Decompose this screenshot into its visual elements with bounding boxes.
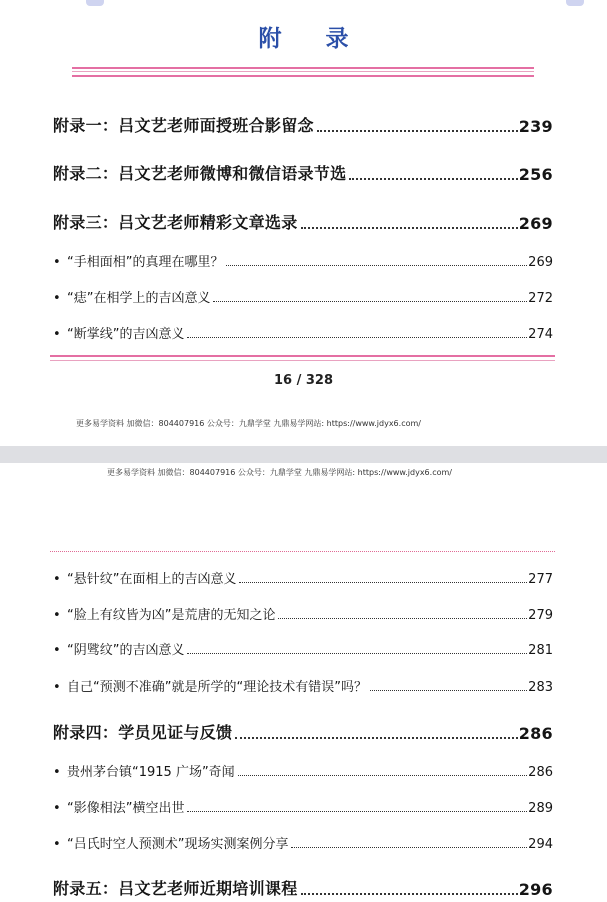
page-footer: 更多易学资料 加微信：804407916 公众号：九鼎学堂 九鼎易学网站: https://www.jdyx6.com/ [76,419,421,428]
toc-entry-text: “影像相法”横空出世 [67,801,185,816]
title-divider [72,71,534,72]
bullet-icon: • [53,765,61,780]
toc-entry-text: 附录三：吕文艺老师精彩文章选录 [53,213,298,232]
page-title: 附 录 [258,26,367,52]
toc-leader-dots [239,582,527,583]
toc-leader-dots [235,737,517,739]
toc-page-number: 277 [528,572,553,587]
document-page-2 [0,463,607,902]
toc-leader-dots [238,775,527,776]
toc-entry-appendix-5[interactable] [53,876,553,899]
toc-subentry[interactable] [53,323,553,342]
bullet-icon: • [53,327,61,342]
toc-page-number: 269 [518,214,553,233]
toc-entry-text: 附录二：吕文艺老师微博和微信语录节选 [53,164,347,183]
toc-page-number: 289 [528,801,553,816]
toc-page-number: 256 [518,165,553,184]
document-page-1 [0,0,607,446]
toc-entry-text: “脸上有纹皆为凶”是荒唐的无知之论 [67,608,276,623]
toc-entry-text: 附录五：吕文艺老师近期培训课程 [53,879,298,898]
toc-page-number: 274 [528,327,553,342]
toc-entry-text: 附录四：学员见证与反馈 [53,723,233,742]
bullet-icon: • [53,255,61,270]
page-number: 16 / 328 [273,373,334,388]
toc-entry-appendix-4[interactable] [53,720,553,743]
toc-subentry[interactable] [53,287,553,306]
toc-page-number: 286 [518,724,553,743]
bullet-icon: • [53,837,61,852]
toc-page-number: 279 [528,608,553,623]
page-header: 更多易学资料 加微信：804407916 公众号：九鼎学堂 九鼎易学网站: https://www.jdyx6.com/ [107,468,452,477]
toc-leader-dots [291,847,527,848]
toc-subentry[interactable] [53,639,553,658]
toc-subentry[interactable] [53,833,553,852]
toc-page-number: 294 [528,837,553,852]
bullet-icon: • [53,608,61,623]
toc-entry-appendix-2[interactable] [53,161,553,184]
toc-page-number: 283 [528,680,553,695]
toc-subentry[interactable] [53,761,553,780]
bullet-icon: • [53,643,61,658]
toc-entry-text: 自己“预测不准确”就是所学的“理论技术有错误”吗？ [67,680,367,695]
title-divider [72,75,534,77]
toc-subentry[interactable] [53,797,553,816]
toc-leader-dots [187,337,527,338]
toc-entry-text: “阴骘纹”的吉凶意义 [67,643,185,658]
toc-entry-appendix-1[interactable] [53,113,553,136]
top-divider [50,551,555,552]
toc-leader-dots [301,893,518,895]
toc-entry-text: “痣”在相学上的吉凶意义 [67,291,211,306]
toc-leader-dots [213,301,527,302]
toc-subentry[interactable] [53,676,553,695]
toc-page-number: 239 [518,117,553,136]
toc-entry-text: “断掌线”的吉凶意义 [67,327,185,342]
bottom-divider [50,355,555,357]
toc-entry-text: 贵州茅台镇“1915 广场”奇闻 [67,765,235,780]
toc-leader-dots [278,618,527,619]
toc-subentry[interactable] [53,251,553,270]
bullet-icon: • [53,291,61,306]
toc-entry-text: “手相面相”的真理在哪里？ [67,255,224,270]
toc-entry-appendix-3[interactable] [53,210,553,233]
page-corner-mark [86,0,104,6]
toc-entry-text: 附录一：吕文艺老师面授班合影留念 [53,116,314,135]
toc-subentry[interactable] [53,604,553,623]
toc-leader-dots [301,227,518,229]
toc-leader-dots [226,265,527,266]
toc-leader-dots [349,178,517,180]
bullet-icon: • [53,801,61,816]
toc-leader-dots [187,653,527,654]
toc-leader-dots [370,690,527,691]
toc-page-number: 296 [518,880,553,899]
toc-leader-dots [187,811,527,812]
toc-entry-text: “吕氏时空人预测术”现场实测案例分享 [67,837,289,852]
toc-page-number: 286 [528,765,553,780]
bottom-divider [50,360,555,361]
toc-leader-dots [317,130,518,132]
page-corner-mark [566,0,584,6]
title-divider [72,67,534,69]
toc-page-number: 269 [528,255,553,270]
bullet-icon: • [53,680,61,695]
toc-entry-text: “悬针纹”在面相上的吉凶意义 [67,572,237,587]
toc-page-number: 272 [528,291,553,306]
bullet-icon: • [53,572,61,587]
toc-page-number: 281 [528,643,553,658]
toc-subentry[interactable] [53,568,553,587]
